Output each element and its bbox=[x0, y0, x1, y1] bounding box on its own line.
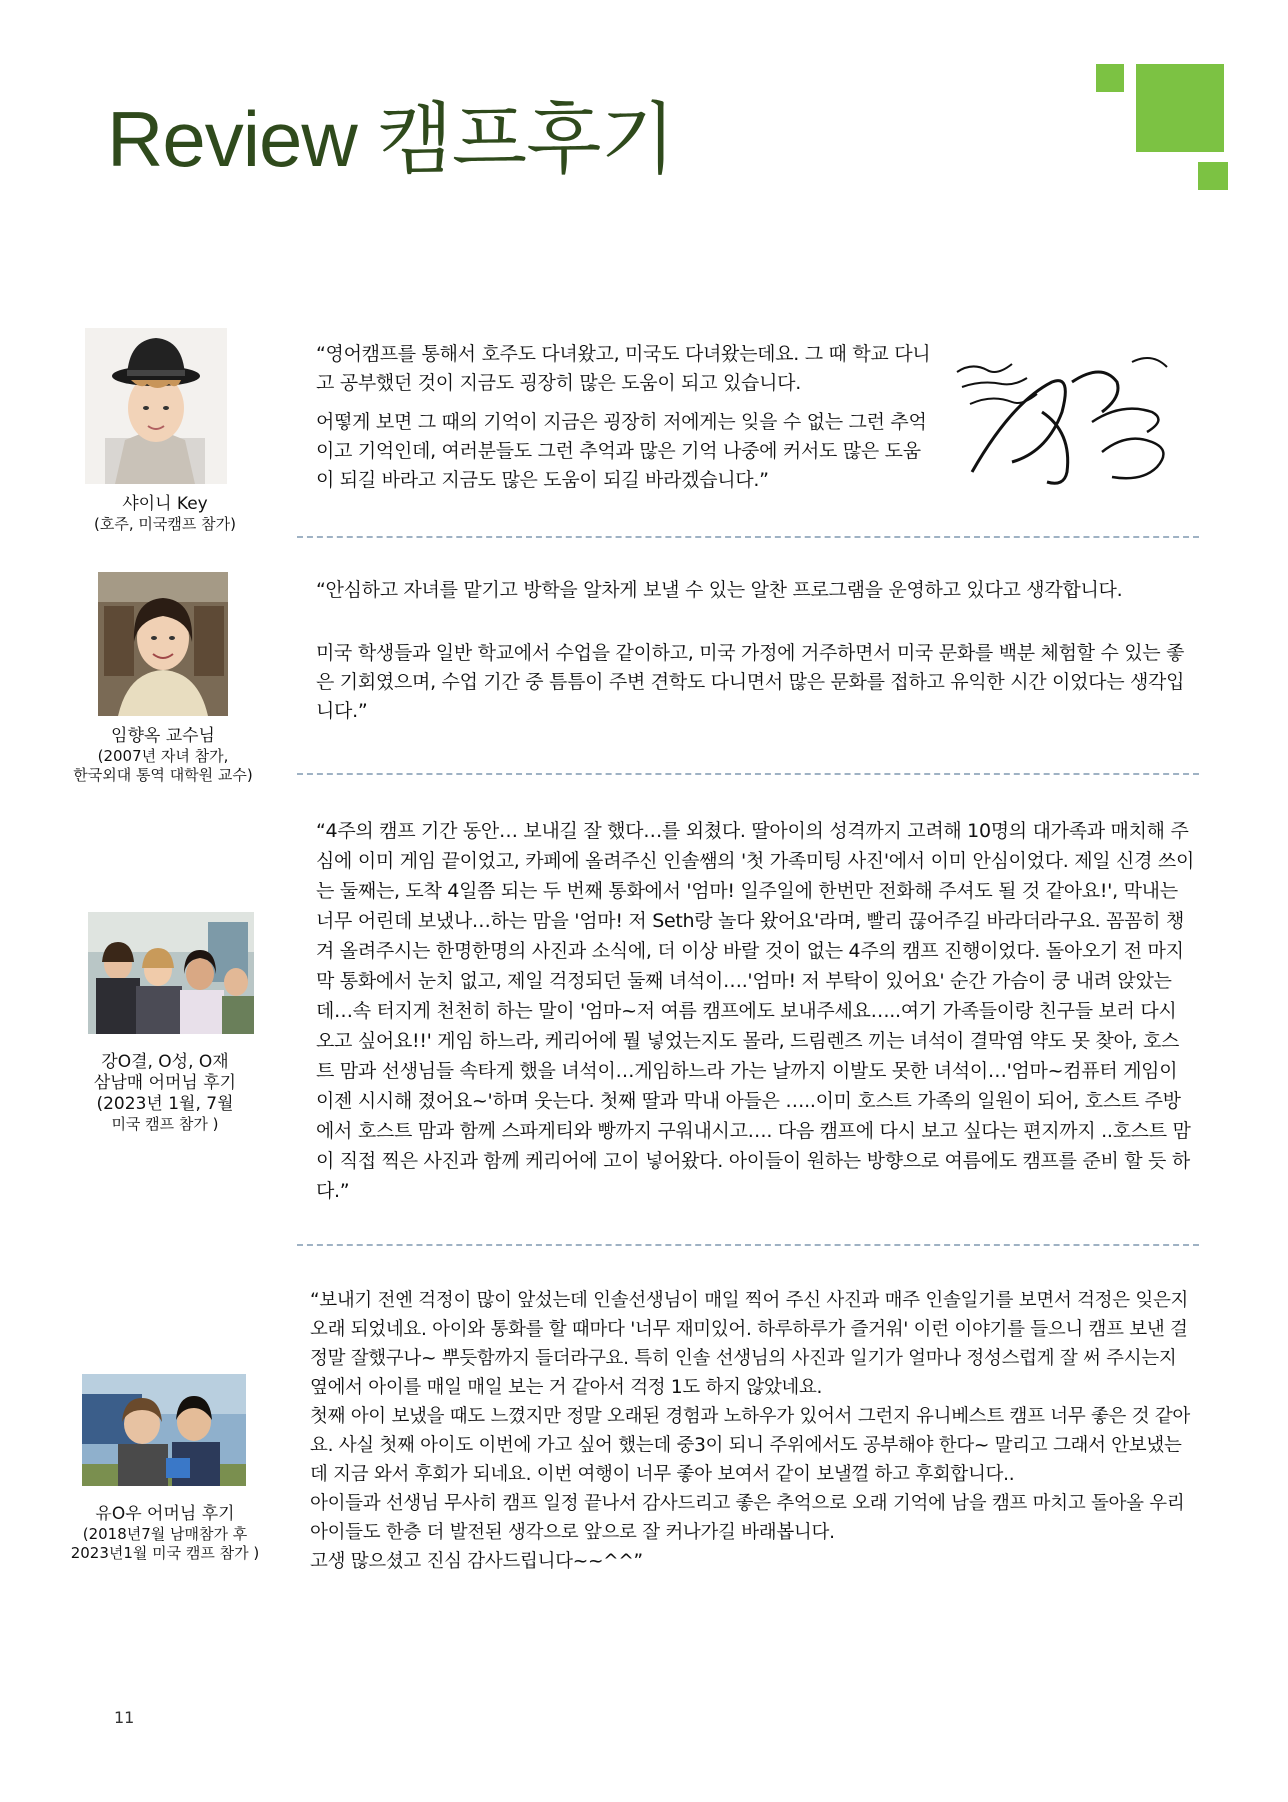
reviewer-name: 유O우 어머님 후기 bbox=[95, 1504, 235, 1524]
reviewer-detail: 2023년1월 미국 캠프 참가 ) bbox=[70, 1544, 260, 1562]
reviewer-photo bbox=[88, 912, 254, 1034]
reviewer-detail: (2007년 자녀 참가, bbox=[97, 747, 229, 765]
reviewer-caption bbox=[70, 494, 260, 534]
review-paragraph: 미국 학생들과 일반 학교에서 수업을 같이하고, 미국 가정에 거주하면서 미국 문화를 백분 체험할 수 있는 좋은 기회였으며, 수업 기간 중 틈틈이 주변 견학도 다니면서 많은 문화를 접하고 유익한 시간 이었다는 생각입니다.” bbox=[316, 642, 1185, 722]
reviewer-caption bbox=[52, 1504, 278, 1563]
decorative-square bbox=[1096, 64, 1124, 92]
review-paragraph: 아이들과 선생님 무사히 캠프 일정 끝나서 감사드리고 좋은 추억으로 오래 기억에 남을 캠프 마치고 돌아올 우리 아이들도 한층 더 발전된 생각으로 앞으로 잘 커나가길 바래봅니다. bbox=[310, 1493, 1185, 1543]
review-text bbox=[310, 1286, 1190, 1576]
review-paragraph: 고생 많으셨고 진심 감사드립니다~~^^” bbox=[310, 1551, 643, 1572]
decorative-square bbox=[1198, 162, 1228, 190]
review-paragraph: “안심하고 자녀를 맡기고 방학을 알차게 보낼 수 있는 알찬 프로그램을 운영하고 있다고 생각합니다. bbox=[316, 579, 1123, 601]
reviewer-detail: 미국 캠프 참가 ) bbox=[111, 1115, 219, 1133]
reviewer-photo bbox=[85, 328, 227, 484]
reviewer-detail: (호주, 미국캠프 참가) bbox=[94, 515, 236, 533]
reviewer-caption bbox=[60, 1052, 270, 1134]
review-text bbox=[316, 816, 1194, 1206]
decorative-square bbox=[1136, 64, 1224, 152]
review-text bbox=[316, 576, 1194, 726]
reviewer-detail: 한국외대 통역 대학원 교수) bbox=[73, 766, 253, 784]
reviewer-name: 강O결, O성, O재 bbox=[101, 1052, 229, 1072]
review-paragraph: 첫째 아이 보냈을 때도 느꼈지만 정말 오래된 경험과 노하우가 있어서 그런지 유니베스트 캠프 너무 좋은 것 같아요. 사실 첫째 아이도 이번에 가고 싶어 했는데 중3이 되니 주위에서도 공부해야 한다~ 말리고 그래서 안보냈는데 지금 와서 후회가 되네요. 이번 여행이 너무 좋아 보여서 같이 보낼껄 하고 후회합니다.. bbox=[310, 1406, 1190, 1485]
page-title: Review 캠프후기 bbox=[107, 95, 675, 183]
reviewer-name: 임향옥 교수님 bbox=[111, 726, 215, 746]
reviewer-detail: 삼남매 어머님 후기 bbox=[93, 1073, 237, 1093]
section-divider bbox=[297, 536, 1199, 538]
review-paragraph: “보내기 전엔 걱정이 많이 앞섰는데 인솔선생님이 매일 찍어 주신 사진과 매주 인솔일기를 보면서 걱정은 잊은지 오래 되었네요. 아이와 통화를 할 때마다 '너무 재미있어. 하루하루가 즐거워' 이런 이야기를 들으니 캠프 보낸 걸 정말 잘했구나~ 뿌듯함까지 들더라구요. 특히 인솔 선생님의 사진과 일기가 얼마나 정성스럽게 잘 써 주시는지 옆에서 아이를 매일 매일 보는 거 같아서 걱정 1도 하지 않았네요. bbox=[310, 1290, 1189, 1398]
review-paragraph: 어떻게 보면 그 때의 기억이 지금은 굉장히 저에게는 잊을 수 없는 그런 추억이고 기억인데, 여러분들도 그런 추억과 많은 기억 나중에 커서도 많은 도움이 되길 바라고 지금도 많은 도움이 되길 바라겠습니다.” bbox=[316, 411, 927, 491]
reviewer-detail: (2018년7월 남매참가 후 bbox=[82, 1525, 248, 1543]
review-paragraph: “4주의 캠프 기간 동안… 보내길 잘 했다…를 외쳤다. 딸아이의 성격까지 고려해 10명의 대가족과 매치해 주심에 이미 게임 끝이었고, 카페에 올려주신 인솔쌤의 '첫 가족미팅 사진'에서 이미 안심이었다. 제일 신경 쓰이는 둘째는, 도착 4일쯤 되는 두 번째 통화에서 '엄마! 일주일에 한번만 전화해 주셔도 될 것 같아요!', 막내는 너무 어린데 보냈나…하는 맘을 '엄마! 저 Seth랑 놀다 왔어요'라며, 빨리 끊어주길 바라더라구요. 꼼꼼히 챙겨 올려주시는 한명한명의 사진과 소식에, 더 이상 바랄 것이 없는 4주의 캠프 진행이었다. 돌아오기 전 마지막 통화에서 눈치 없고, 제일 걱정되던 둘째 녀석이….'엄마! 저 부탁이 있어요' 순간 가슴이 쿵 내려 앉았는데…속 터지게 천천히 하는 말이 '엄마~저 여름 캠프에도 보내주세요…..여기 가족들이랑 친구들 보러 다시 오고 싶어요!!' 게임 하느라, 케리어에 뭘 넣었는지도 몰라, 드림렌즈 끼는 녀석이 결막염 약도 못 찾아, 호스트 맘과 선생님들 속타게 했을 녀석이…게임하느라 가는 날까지 이발도 못한 녀석이…'엄마~컴퓨터 게임이 이젠 시시해 졌어요~'하며 웃는다. 첫째 딸과 막내 아들은 …..이미 호스트 가족의 일원이 되어, 호스트 주방에서 호스트 맘과 함께 스파게티와 빵까지 구워내시고…. 다음 캠프에 다시 보고 싶다는 편지까지 ..호스트 맘이 직접 찍은 사진과 함께 케리어에 고이 넣어왔다. 아이들이 원하는 방향으로 여름에도 캠프를 준비 할 듯 하다.” bbox=[316, 820, 1195, 1202]
reviewer-caption bbox=[56, 726, 270, 785]
reviewer-photo bbox=[98, 572, 228, 716]
reviewer-photo bbox=[82, 1374, 246, 1486]
review-paragraph: “영어캠프를 통해서 호주도 다녀왔고, 미국도 다녀왔는데요. 그 때 학교 다니고 공부했던 것이 지금도 굉장히 많은 도움이 되고 있습니다. bbox=[316, 343, 931, 394]
page-number: 11 bbox=[114, 1708, 135, 1727]
reviewer-name: 샤이니 Key bbox=[122, 494, 208, 514]
section-divider bbox=[297, 1244, 1199, 1246]
review-text bbox=[316, 340, 931, 495]
signature bbox=[952, 342, 1182, 494]
section-divider bbox=[297, 773, 1199, 775]
reviewer-detail: (2023년 1월, 7월 bbox=[96, 1094, 234, 1114]
